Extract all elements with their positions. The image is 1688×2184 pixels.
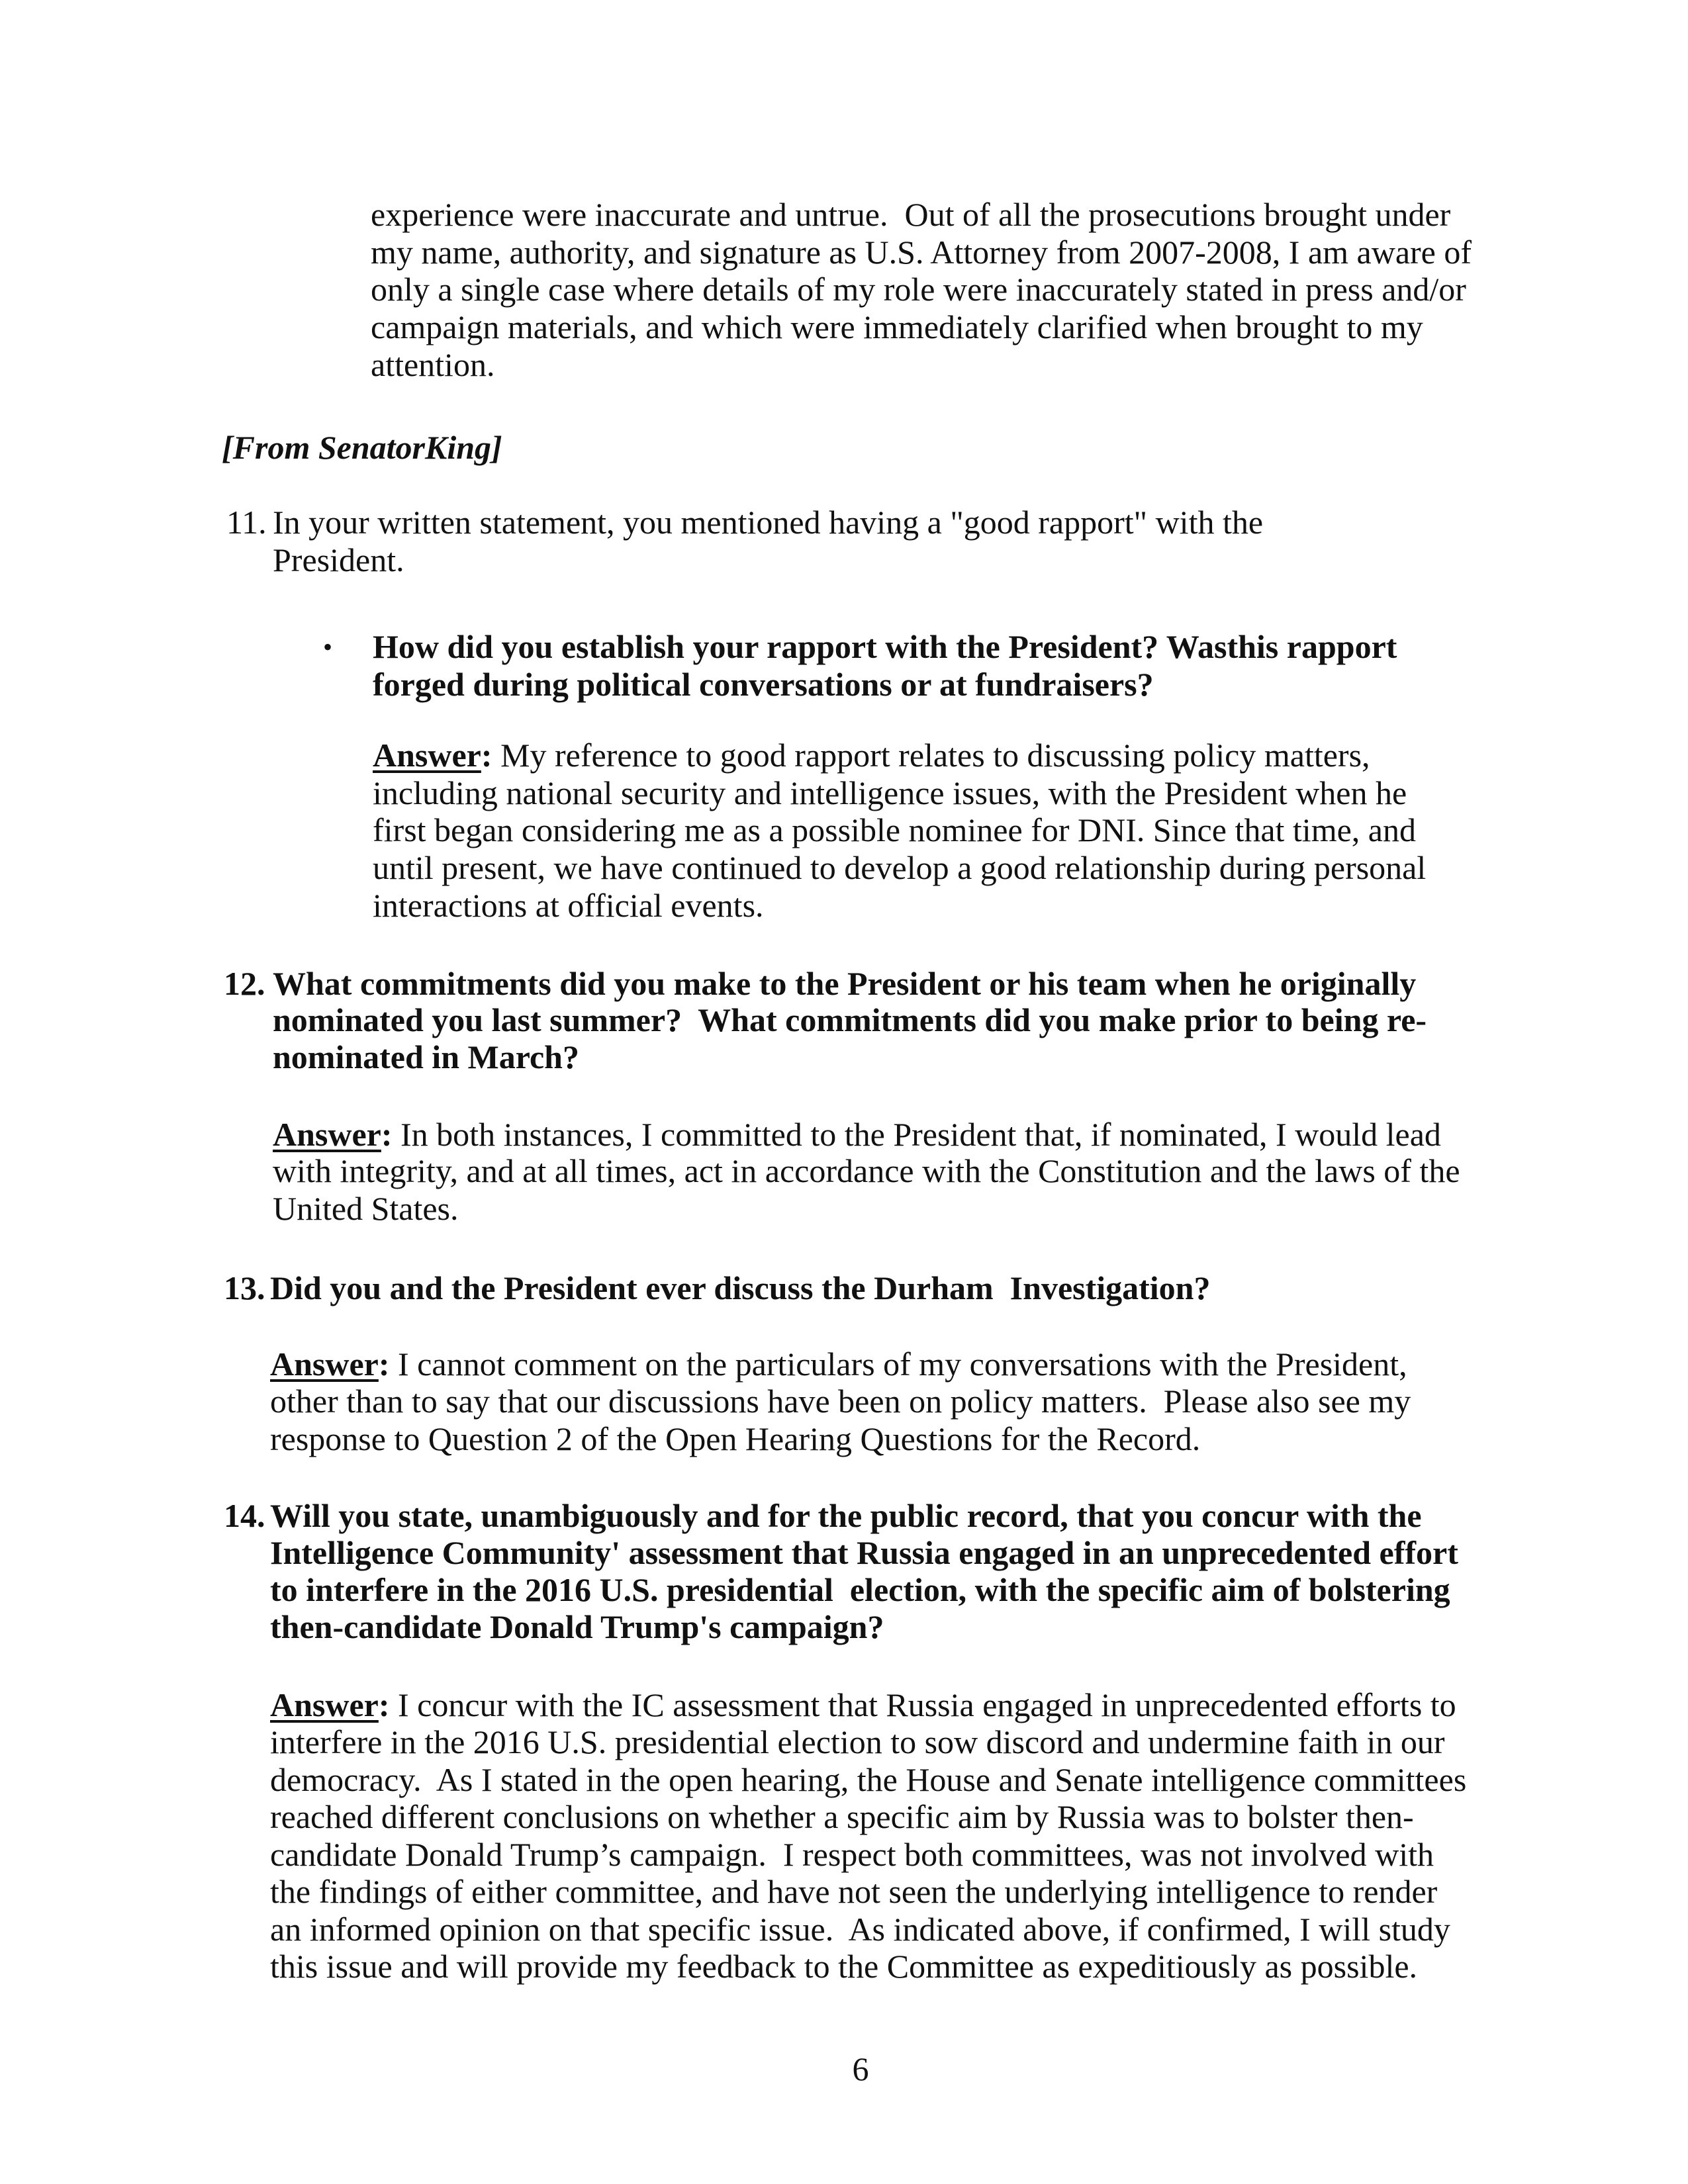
paragraph-line: campaign materials, and which were immediately clarified when brought to my — [371, 308, 1423, 345]
answer-line: interactions at official events. — [373, 887, 764, 924]
answer-line: with integrity, and at all times, act in accordance with the Constitution and the laws of the — [273, 1152, 1460, 1189]
answer-line: response to Question 2 of the Open Hearing Questions for the Record. — [270, 1420, 1201, 1457]
question-line: nominated you last summer? What commitments did you make prior to being re- — [273, 1001, 1427, 1038]
paragraph-line: attention. — [371, 346, 495, 383]
answer-colon: : — [378, 1345, 390, 1383]
answer-label: Answer — [373, 737, 481, 774]
paragraph-line: experience were inaccurate and untrue. Out of all the prosecutions brought under — [371, 196, 1451, 233]
answer-label: Answer — [270, 1345, 379, 1383]
question-line: Will you state, unambiguously and for the public record, that you concur with the — [270, 1497, 1422, 1534]
answer-line: the findings of either committee, and have not seen the underlying intelligence to render — [270, 1873, 1438, 1910]
answer-line — [270, 1686, 1456, 1724]
question-number: 11. — [226, 504, 267, 541]
answer-line — [373, 737, 1370, 774]
answer-line: this issue and will provide my feedback to the Committee as expeditiously as possible. — [270, 1948, 1418, 1985]
question-number: 13. — [224, 1269, 265, 1306]
question-number: 14. — [224, 1497, 265, 1534]
question-line: What commitments did you make to the President or his team when he originally — [273, 965, 1417, 1002]
answer-colon: : — [481, 737, 492, 774]
answer-label: Answer — [270, 1686, 379, 1723]
answer-line: first began considering me as a possible nominee for DNI. Since that time, and — [373, 811, 1416, 848]
question-line: Intelligence Community' assessment that Russia engaged in an unprecedented effort — [270, 1534, 1458, 1571]
subquestion-line: How did you establish your rapport with the President? Wasthis rapport — [373, 628, 1397, 665]
question-line: to interfere in the 2016 U.S. presidential election, with the specific aim of bolstering — [270, 1571, 1450, 1608]
answer-text: I cannot comment on the particulars of my conversations with the President, — [389, 1345, 1407, 1383]
answer-line: reached different conclusions on whether a specific aim by Russia was to bolster then- — [270, 1798, 1414, 1835]
answer-label: Answer — [273, 1116, 381, 1153]
subquestion-line: forged during political conversations or at fundraisers? — [373, 666, 1154, 703]
question-line: In your written statement, you mentioned having a "good rapport" with the — [273, 504, 1264, 541]
answer-text: I concur with the IC assessment that Russia engaged in unprecedented efforts to — [389, 1686, 1456, 1723]
paragraph-line: only a single case where details of my role were inaccurately stated in press and/or — [371, 271, 1466, 308]
answer-line: democracy. As I stated in the open hearing, the House and Senate intelligence committees — [270, 1761, 1467, 1798]
answer-line: until present, we have continued to develop a good relationship during personal — [373, 849, 1427, 886]
answer-line: other than to say that our discussions have been on policy matters. Please also see my — [270, 1383, 1411, 1420]
page-number: 6 — [852, 2050, 869, 2087]
answer-line — [273, 1116, 1441, 1154]
question-line: then-candidate Donald Trump's campaign? — [270, 1608, 884, 1645]
answer-line: an informed opinion on that specific issue. As indicated above, if confirmed, I will study — [270, 1911, 1450, 1948]
answer-line: including national security and intelligence issues, with the President when he — [373, 774, 1407, 811]
question-line: President. — [273, 541, 404, 578]
answer-colon: : — [381, 1116, 393, 1153]
question-number: 12. — [224, 965, 265, 1002]
answer-line: candidate Donald Trump’s campaign. I respect both committees, was not involved with — [270, 1836, 1434, 1873]
question-line: Did you and the President ever discuss the Durham Investigation? — [270, 1269, 1211, 1306]
answer-text: In both instances, I committed to the President that, if nominated, I would lead — [392, 1116, 1441, 1153]
bullet-icon: • — [323, 632, 333, 662]
paragraph-line: my name, authority, and signature as U.S. Attorney from 2007-2008, I am aware of — [371, 234, 1472, 271]
section-heading: [From SenatorKing] — [222, 429, 502, 466]
question-line: nominated in March? — [273, 1038, 579, 1075]
answer-line: United States. — [273, 1190, 459, 1227]
answer-line: interfere in the 2016 U.S. presidential election to sow discord and undermine faith in our — [270, 1723, 1445, 1760]
answer-text: My reference to good rapport relates to discussing policy matters, — [492, 737, 1370, 774]
answer-line — [270, 1345, 1407, 1383]
answer-colon: : — [378, 1686, 390, 1723]
